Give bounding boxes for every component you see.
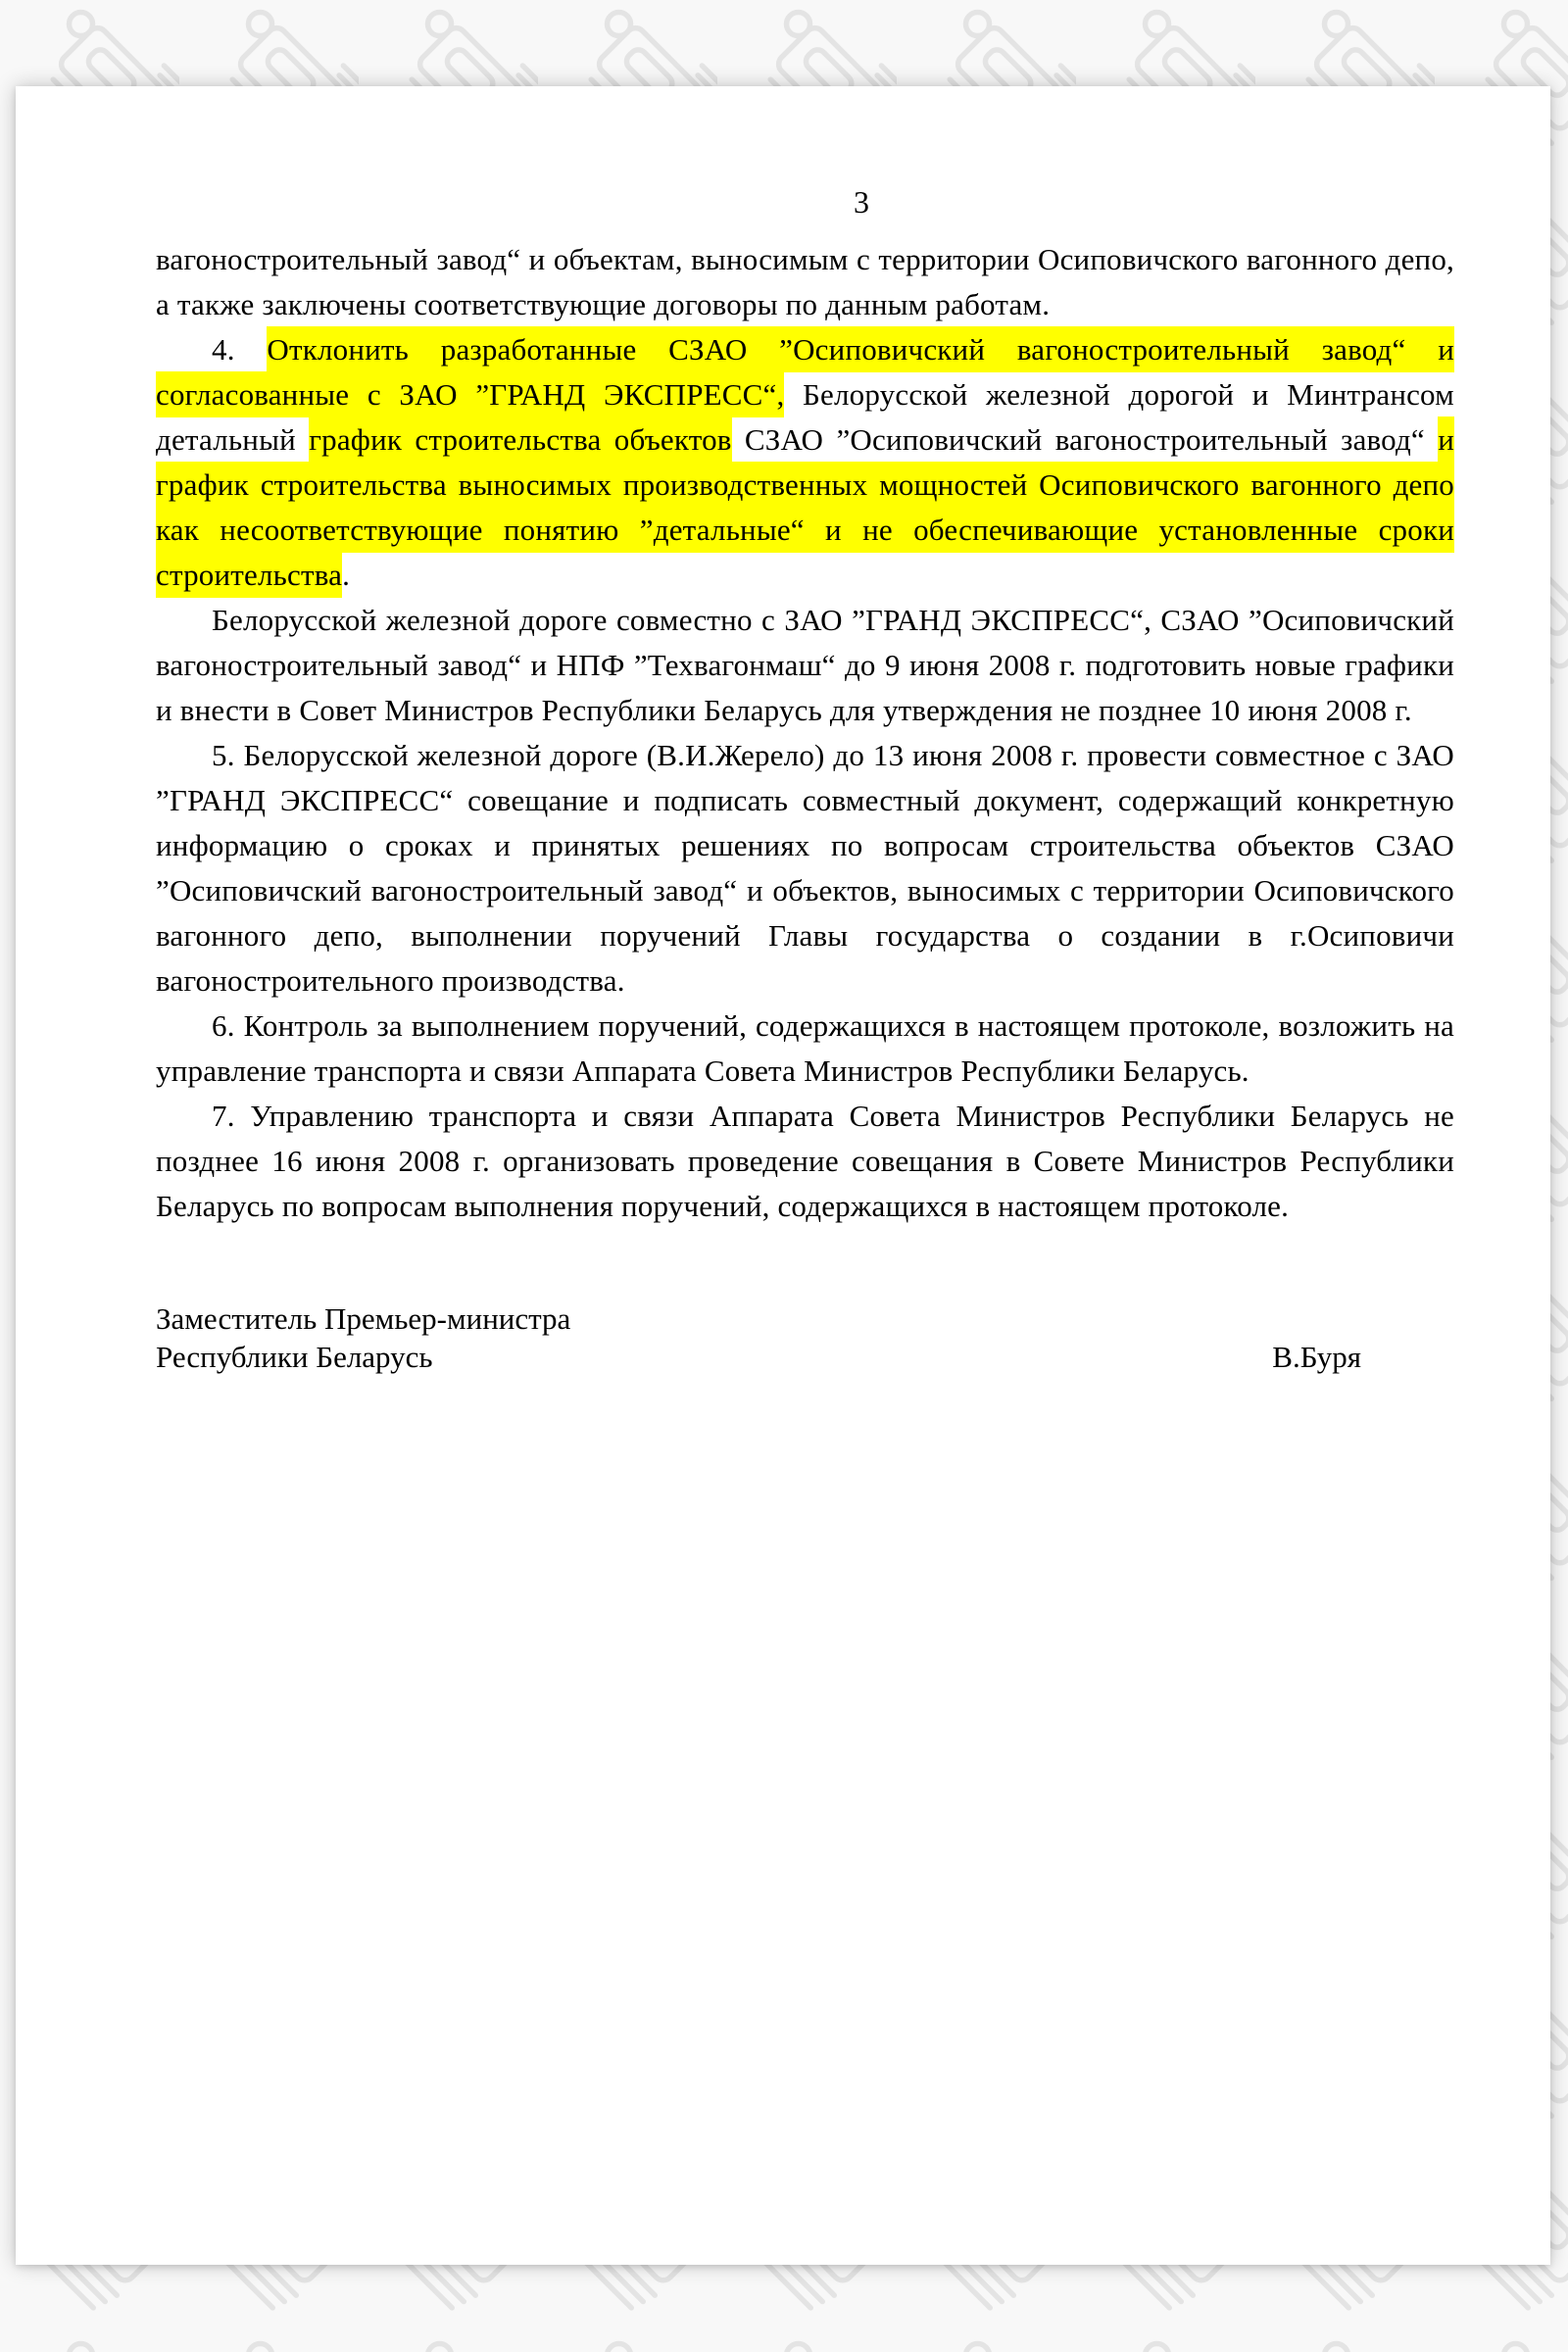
text-run: вагоностроительный завод“ и объектам, выносимым с территории Осиповичского вагонного депо, а также заключены соответствующие договоры по данным работам.: [156, 242, 1454, 321]
highlighted-text: график строительства объектов: [309, 416, 731, 463]
document-page: [16, 86, 1550, 2265]
paragraph: [156, 1094, 1454, 1229]
paragraph: [156, 598, 1454, 733]
signature-position-line2: Республики Беларусь: [156, 1340, 433, 1374]
paragraph: [156, 733, 1454, 1004]
signature-name: В.Буря: [1272, 1340, 1361, 1374]
text-run: 5. Белорусской железной дороге (В.И.Жерело) до 13 июня 2008 г. провести совместное с ЗАО ”ГРАНД ЭКСПРЕСС“ совещание и подписать совместный документ, содержащий конкретную информацию о сроках и принятых решениях по вопросам строительства объектов СЗАО ”Осиповичский вагоностроительный завод“ и объектов, выносимых с территории Осиповичского вагонного депо, выполнении поручений Главы государства о создании в г.Осиповичи вагоностроительного производства.: [156, 738, 1454, 998]
paragraph: [156, 1004, 1454, 1094]
text-run: Белорусской железной дороге совместно с ЗАО ”ГРАНД ЭКСПРЕСС“, СЗАО ”Осиповичский вагоностроительный завод“ и НПФ ”Техвагонмаш“ до 9 июня 2008 г. подготовить новые графики и внести в Совет Министров Республики Беларусь для утверждения не позднее 10 июня 2008 г.: [156, 603, 1454, 727]
signature-block: [156, 1299, 1454, 1376]
text-run: 6. Контроль за выполнением поручений, содержащихся в настоящем протоколе, возложить на управление транспорта и связи Аппарата Совета Министров Республики Беларусь.: [156, 1008, 1454, 1088]
text-run: 4.: [212, 332, 268, 367]
document-body: [156, 237, 1454, 1229]
highlighted-text: Отклонить разработанные СЗАО ”Осиповичский вагоностроительный завод“ и согласованные с ЗАО ”ГРАНД ЭКСПРЕСС“,: [156, 326, 1454, 417]
text-run: 7. Управлению транспорта и связи Аппарата Совета Министров Республики Беларусь не позднее 16 июня 2008 г. организовать проведение совещания в Совете Министров Республики Беларусь по вопросам выполнения поручений, содержащихся в настоящем протоколе.: [156, 1099, 1454, 1223]
paragraph: [156, 237, 1454, 327]
page-number: 3: [854, 184, 869, 220]
text-run: Белорусской железной дорогой и Минтрансом детальный: [156, 377, 1454, 457]
text-run: СЗАО ”Осиповичский вагоностроительный завод“: [731, 422, 1439, 457]
text-run: .: [342, 558, 351, 592]
paragraph: [156, 327, 1454, 598]
highlighted-text: и график строительства выносимых производственных мощностей Осиповичского вагонного депо как несоответствующие понятию ”детальные“ и не обеспечивающие установленные сроки строительства: [156, 416, 1454, 598]
signature-position-line1: Заместитель Премьер-министра: [156, 1301, 571, 1336]
